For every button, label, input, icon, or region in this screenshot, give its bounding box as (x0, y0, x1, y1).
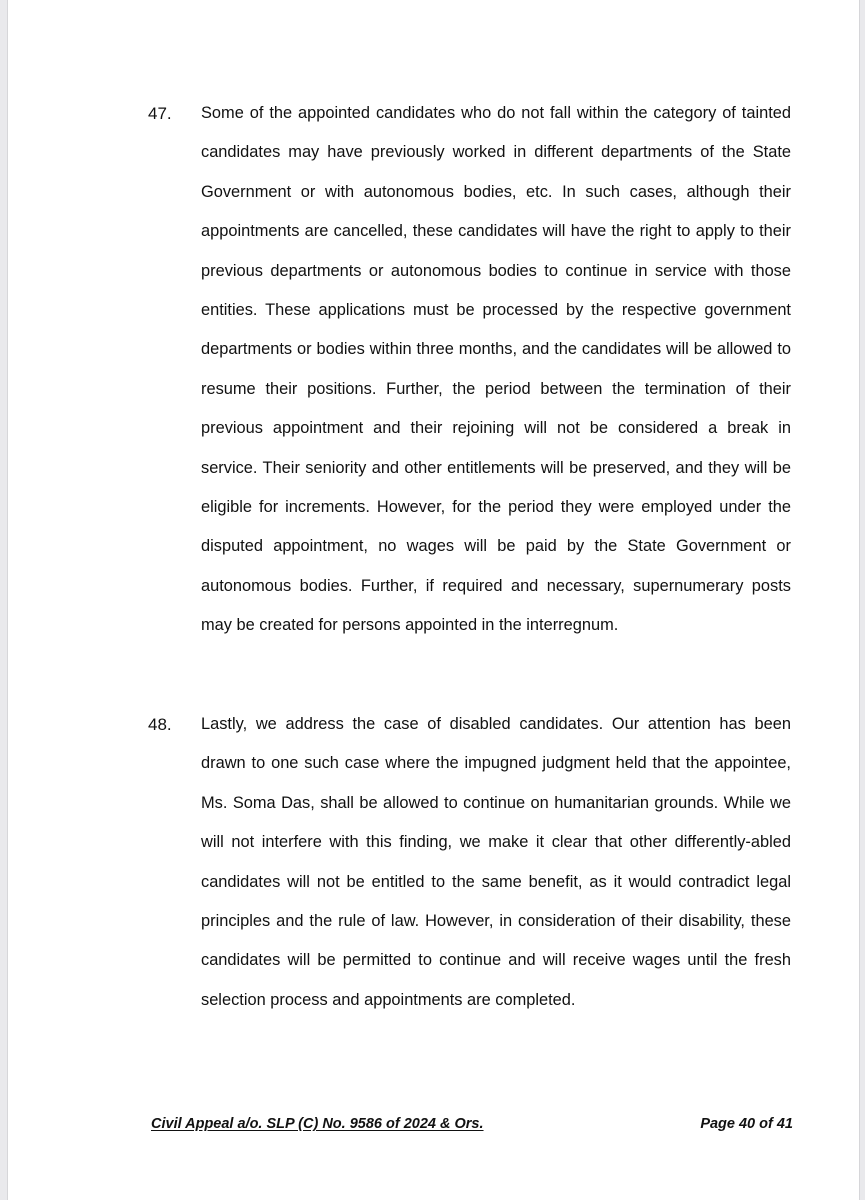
document-page (8, 0, 859, 1200)
paragraph-number: 47. (148, 104, 172, 123)
page-number: Page 40 of 41 (700, 1116, 793, 1132)
paragraph-text: Lastly, we address the case of disabled candidates. Our attention has been drawn to one such case where the impugned judgment held that the appointee, Ms. Soma Das, shall be allowed to continue on humanitarian grounds. While we will not interfere with this finding, we make it clear that other differently-abled candidates will not be entitled to the same benefit, as it would contradict legal principles and the rule of law. However, in consideration of their disability, these candidates will be permitted to continue and will receive wages until the fresh selection process and appointments are completed. (201, 715, 791, 1009)
paragraph-text: Some of the appointed candidates who do not fall within the category of tainted candidates may have previously worked in different departments of the State Government or with autonomous bodies, etc. In such cases, although their appointments are cancelled, these candidates will have the right to apply to their previous departments or autonomous bodies to continue in service with those entities. These applications must be processed by the respective government departments or bodies within three months, and the candidates will be allowed to resume their positions. Further, the period between the termination of their previous appointment and their rejoining will not be considered a break in service. Their seniority and other entitlements will be preserved, and they will be eligible for increments. However, for the period they were employed under the disputed appointment, no wages will be paid by the State Government or autonomous bodies. Further, if required and necessary, supernumerary posts may be created for persons appointed in the interregnum. (201, 104, 791, 635)
case-reference: Civil Appeal a/o. SLP (C) No. 9586 of 2024 & Ors. (151, 1116, 484, 1132)
paragraph-number: 48. (148, 715, 172, 734)
